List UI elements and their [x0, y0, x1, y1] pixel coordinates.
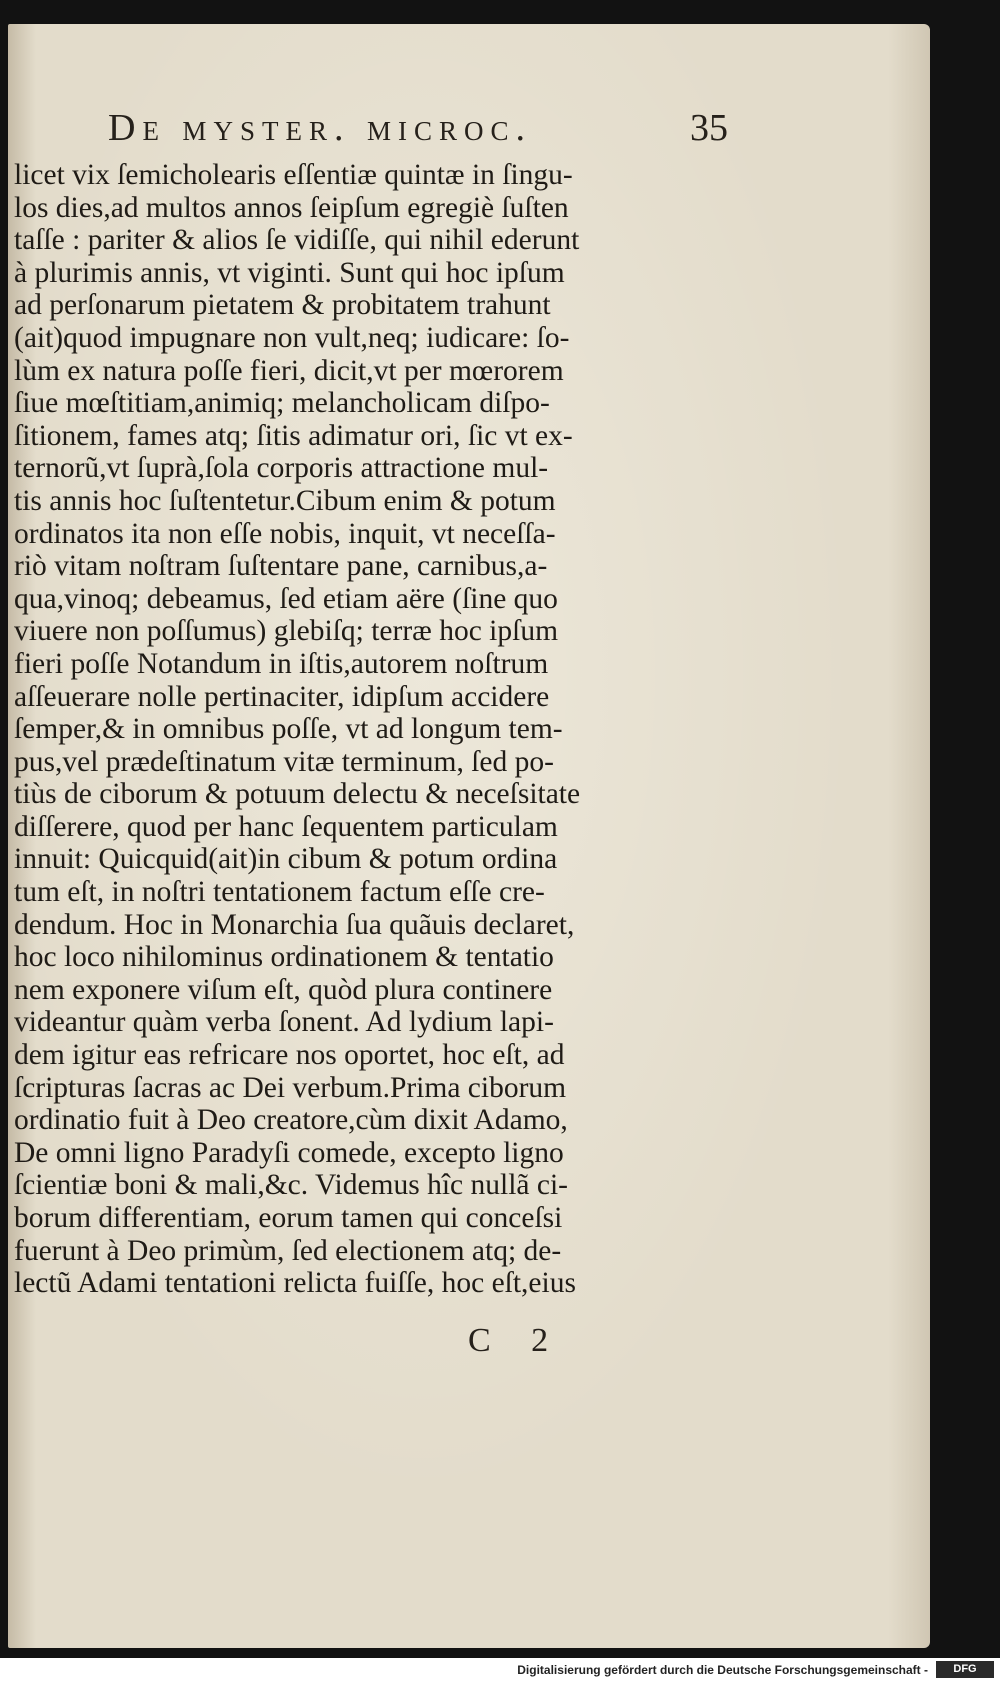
text-line: taſſe : pariter & alios ſe vidiſſe, qui nihil ederunt	[14, 224, 580, 257]
text-line: (ait)quod impugnare non vult,neq; iudicare: ſo-	[14, 321, 570, 354]
text-line: innuit: Quicquid(ait)in cibum & potum ordina	[14, 843, 558, 876]
text-line: videantur quàm verba ſonent. Ad lydium lapi-	[14, 1006, 554, 1039]
text-line: fieri poſſe Notandum in iſtis,autorem noſtrum	[14, 647, 549, 680]
text-line: dendum. Hoc in Monarchia ſua quãuis declaret,	[14, 908, 575, 941]
text-line: lectũ Adami tentationi relicta fuiſſe, hoc eſt,eius	[14, 1267, 576, 1300]
footer-bar	[0, 1658, 1000, 1683]
text-line: ſiue mœſtitiam,animiq; melancholicam diſpo-	[14, 387, 550, 420]
text-line: fuerunt à Deo primùm, ſed electionem atq; de-	[14, 1234, 562, 1267]
text-line: à plurimis annis, vt viginti. Sunt qui hoc ipſum	[14, 256, 565, 289]
text-line: lùm ex natura poſſe fieri, dicit,vt per mœrorem	[14, 354, 564, 387]
text-line: borum differentiam, eorum tamen qui conceſsi	[14, 1202, 563, 1234]
funding-credit: Digitalisierung gefördert durch die Deutsche Forschungsgemeinschaft -	[517, 1663, 928, 1677]
text-line: ordinatio fuit à Deo creatore,cùm dixit Adamo,	[14, 1104, 568, 1137]
text-line: De omni ligno Paradyſi comede, excepto ligno	[14, 1136, 564, 1169]
text-line: tiùs de ciborum & potuum delectu & neceſsitate	[14, 778, 581, 811]
text-line: ſemper,& in omnibus poſſe, vt ad longum tem-	[14, 713, 563, 746]
text-line: los dies,ad multos annos ſeipſum egregiè ſuſten	[14, 191, 569, 224]
running-title: De myster. microc.	[108, 107, 532, 149]
text-line: pus,vel prædeſtinatum vitæ terminum, ſed po-	[14, 745, 554, 778]
text-line: ad perſonarum pietatem & probitatem trahunt	[14, 289, 551, 322]
text-line: tum eſt, in noſtri tentationem factum eſſe cre-	[14, 876, 545, 909]
text-line: aſſeuerare nolle pertinaciter, idipſum accidere	[14, 680, 550, 713]
text-line: riò vitam noſtram ſuſtentare pane, carnibus,a-	[14, 550, 548, 583]
dfg-logo-icon: DFG	[936, 1661, 994, 1678]
text-line: ſcientiæ boni & mali,&c. Videmus hîc nullã ci-	[14, 1169, 568, 1202]
text-line: ordinatos ita non eſſe nobis, inquit, vt neceſſa-	[14, 517, 556, 550]
text-line: ternorũ,vt ſuprà,ſola corporis attractione mul-	[14, 452, 549, 485]
body-text	[14, 159, 720, 1300]
text-line: ſcripturas ſacras ac Dei verbum.Prima ciborum	[14, 1071, 567, 1104]
text-line: tis annis hoc ſuſtentetur.Cibum enim & potum	[14, 484, 556, 517]
running-head	[108, 106, 728, 154]
text-line: hoc loco nihilominus ordinationem & tentatio	[14, 941, 554, 974]
text-line: licet vix ſemicholearis eſſentiæ quintæ in ſingu-	[14, 159, 573, 191]
text-line: qua,vinoq; debeamus, ſed etiam aëre (ſine quo	[14, 582, 558, 615]
text-line: nem exponere viſum eſt, quòd plura continere	[14, 973, 553, 1006]
text-line: diſſerere, quod per hanc ſequentem particulam	[14, 810, 558, 843]
text-line: viuere non poſſumus) glebiſq; terræ hoc ipſum	[14, 615, 559, 648]
signature-mark: C 2	[468, 1322, 565, 1359]
text-line: dem igitur eas refricare nos oportet, hoc eſt, ad	[14, 1039, 565, 1072]
text-line: ſitionem, fames atq; ſitis adimatur ori, ſic vt ex-	[14, 419, 573, 452]
page-number: 35	[690, 107, 728, 149]
